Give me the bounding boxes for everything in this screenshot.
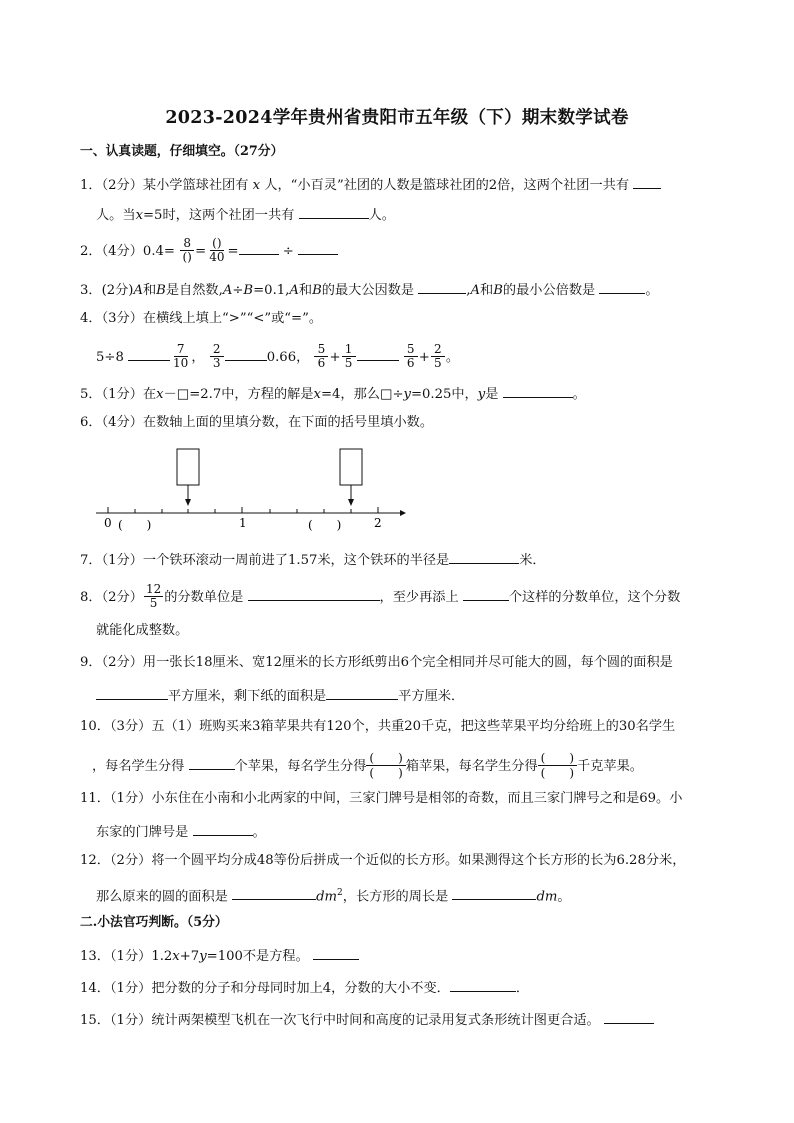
question-7: 7．（1分）一个铁环滚动一周前进了1.57米，这个铁环的半径是 米． — [80, 550, 546, 570]
question-10-line-1: 10．（3分）五（1）班购买来3箱苹果共有120个，共重20千克，把这些苹果平均分给班上的30名学生 — [80, 719, 676, 734]
fraction-2-3: $\frac{2}{3}$ — [210, 343, 224, 370]
question-1-line-1: 1．（2分）某小学篮球社团有 x 人，“小百灵”社团的人数是篮球社团的2倍，这两个社团一共有 — [80, 175, 661, 195]
q4-answer-blank-2[interactable] — [225, 347, 267, 361]
question-5: 5．（1分）在x－□=2.7中，方程的解是x=4，那么□÷y=0.25中，y是 。 — [80, 384, 586, 404]
arrow-1-head-icon — [185, 499, 191, 506]
page-title: 2023-2024学年贵州省贵阳市五年级（下）期末数学试卷 — [165, 108, 629, 128]
tick-label-1: 1 — [239, 516, 247, 530]
q2-answer-blank-1[interactable] — [239, 241, 279, 255]
question-4-instruction: 4．（3分）在横线上填上“>”“<”或“=”。 — [80, 311, 323, 326]
decimal-paren-1[interactable]: ( ) — [118, 518, 152, 532]
q3-answer-blank-1[interactable] — [418, 280, 466, 294]
fraction-8-over-blank: $\frac{8}{()}$ — [180, 237, 194, 264]
number-line-figure — [92, 445, 412, 535]
fraction-5-6-b: $\frac{5}{6}$ — [404, 343, 418, 370]
question-8-line-1: 8．（2分） $\frac{12}{5}$ 的分数单位是 ，至少再添上 个这样的分数单位，这个分数 — [80, 582, 681, 610]
decimal-paren-2[interactable]: ( ) — [308, 518, 342, 532]
question-2: 2．（4分）0.4= $\frac{8}{()}$ = $\frac{()}{40}$ = ÷ — [80, 238, 338, 265]
question-14: 14．（1分）把分数的分子和分母同时加上4，分数的大小不变． ． — [80, 978, 529, 998]
question-4-items: 5÷8 $\frac{7}{10}$ ， $\frac{2}{3}$ 0.66， $\frac{5}{6}$ + $\frac{1}{5}$ $\frac{5}{6}$ + $\frac{2}{5}$ 。 — [96, 342, 459, 370]
tick-label-2: 2 — [374, 516, 382, 530]
question-9-line-1: 9．（2分）用一张长18厘米、宽12厘米的长方形纸剪出6个完全相同并尽可能大的圆，每个圆的面积是 — [80, 655, 673, 670]
question-15: 15．（1分）统计两架模型飞机在一次飞行中时间和高度的记录用复式条形统计图更合适。 — [80, 1010, 654, 1030]
fraction-7-10: $\frac{7}{10}$ — [173, 342, 189, 370]
q1-answer-blank-2[interactable] — [299, 205, 369, 219]
q14-answer-blank[interactable] — [450, 978, 516, 992]
q8-answer-blank-1[interactable] — [248, 587, 380, 601]
q15-answer-blank[interactable] — [604, 1010, 654, 1024]
fraction-1-5: $\frac{1}{5}$ — [342, 343, 356, 370]
q11-answer-blank[interactable] — [193, 822, 253, 836]
q4-answer-blank-3[interactable] — [357, 347, 399, 361]
section-1-heading: 一、认真读题，仔细填空。（27分） — [80, 144, 284, 159]
q8-answer-blank-2[interactable] — [463, 587, 509, 601]
q5-answer-blank[interactable] — [503, 384, 573, 398]
answer-box-2[interactable] — [340, 449, 362, 485]
question-1-line-2: 人。当x=5时，这两个社团一共有 人。 — [96, 205, 395, 225]
q4-answer-blank-1[interactable] — [128, 347, 170, 361]
q7-answer-blank[interactable] — [449, 550, 519, 564]
question-8-line-2: 就能化成整数。 — [96, 623, 189, 638]
question-11-line-1: 11．（1分）小东住在小南和小北两家的中间，三家门牌号是相邻的奇数，而且三家门牌号之和是69。小 — [80, 791, 683, 806]
q10-fraction-blank-1[interactable]: ( ) ( ) — [366, 751, 405, 780]
fraction-12-5: $\frac{12}{5}$ — [145, 582, 162, 610]
question-3: 3．(2分)A和B是自然数,A÷B=0.1,A和B的最大公因数是 ,A和B的最小公倍数是 。 — [80, 280, 659, 300]
q9-answer-blank-2[interactable] — [326, 686, 398, 700]
section-2-heading: 二.小法官巧判断。（5分） — [80, 915, 228, 930]
question-12-line-1: 12．（2分）将一个圆平均分成48等份后拼成一个近似的长方形。如果测得这个长方形的长为6.28分米， — [80, 853, 686, 868]
question-6: 6．（4分）在数轴上面的里填分数，在下面的括号里填小数。 — [80, 415, 434, 430]
fraction-2-5: $\frac{2}{5}$ — [431, 343, 445, 370]
q13-answer-blank[interactable] — [313, 946, 359, 960]
arrow-2-head-icon — [348, 499, 354, 506]
q10-fraction-blank-2[interactable]: ( ) ( ) — [538, 751, 577, 780]
q2-answer-blank-2[interactable] — [298, 241, 338, 255]
question-10-line-2: ，每名学生分得 个苹果，每名学生分得 ( ) ( ) 箱苹果，每名学生分得 ( ) ( ) 千克苹果。 — [92, 751, 643, 780]
fraction-5-6: $\frac{5}{6}$ — [314, 343, 328, 370]
fraction-blank-over-40: $\frac{()}{40}$ — [209, 236, 225, 264]
q10-answer-blank-1[interactable] — [189, 756, 235, 770]
q12-answer-blank-2[interactable] — [452, 886, 536, 900]
q1-answer-blank-1[interactable] — [633, 175, 661, 189]
question-11-line-2: 东家的门牌号是 。 — [96, 822, 266, 842]
q3-answer-blank-2[interactable] — [599, 280, 645, 294]
question-12-line-2: 那么原来的圆的面积是 $dm^2$，长方形的周长是 dm。 — [96, 888, 571, 905]
axis-arrow-icon — [400, 510, 406, 516]
answer-box-1[interactable] — [177, 449, 199, 485]
tick-label-0: 0 — [104, 516, 112, 530]
question-9-line-2: 平方厘米，剩下纸的面积是 平方厘米． — [96, 686, 464, 706]
q9-answer-blank-1[interactable] — [96, 686, 168, 700]
q12-answer-blank-1[interactable] — [232, 886, 316, 900]
tick-marks — [108, 507, 378, 513]
question-13: 13．（1分）1.2x+7y=100不是方程。 — [80, 946, 359, 966]
